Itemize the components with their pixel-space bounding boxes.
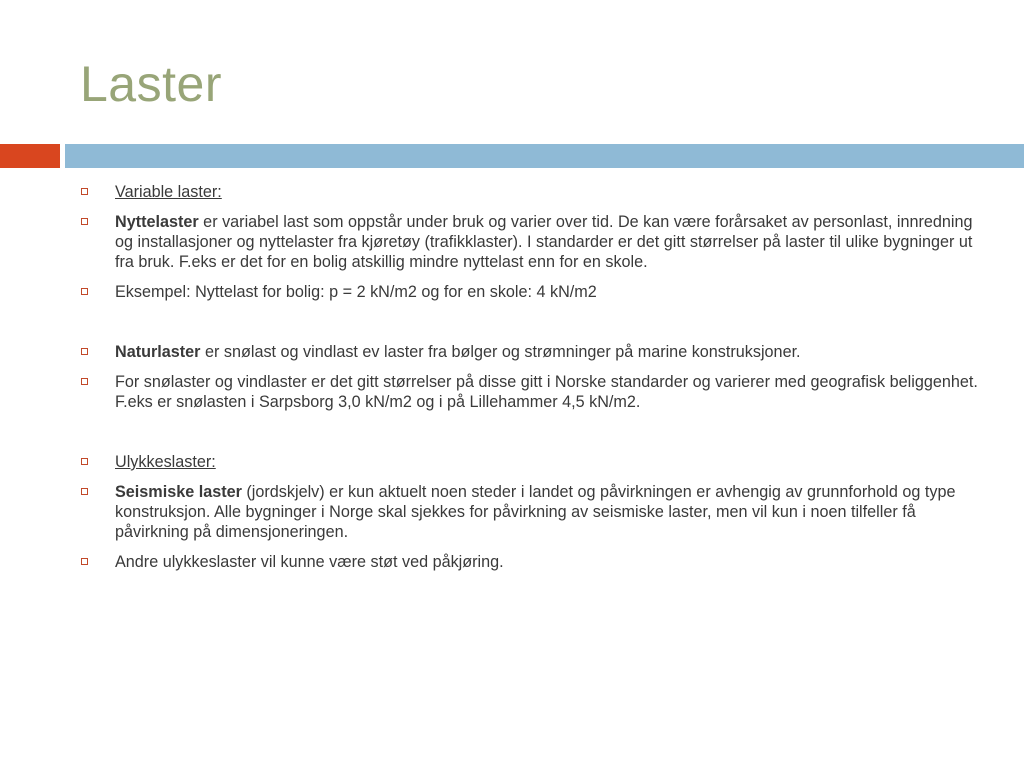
list-item	[80, 282, 980, 302]
square-bullet-icon	[81, 288, 88, 295]
bullet-text: Eksempel: Nyttelast for bolig: p = 2 kN/m2 og for en skole: 4 kN/m2	[115, 283, 597, 301]
bullet-text: Andre ulykkeslaster vil kunne være støt ved påkjøring.	[115, 553, 504, 571]
bullet-text: er variabel last som oppstår under bruk og varier over tid. De kan være forårsaket av personlast, innredning og installasjoner og nyttelaster fra kjøretøy (trafikklaster). I standarder er det gitt størrelser på laster til ulike bygninger ut fra bruk. F.eks er det for en bolig atskillig mindre nyttelast enn for en skole.	[115, 213, 973, 271]
title-band	[65, 144, 1024, 168]
list-item	[80, 482, 980, 542]
bullet-text: er snølast og vindlast ev laster fra bølger og strømninger på marine konstruksjoner.	[200, 343, 801, 361]
term-naturlaster: Naturlaster	[115, 343, 201, 361]
square-bullet-icon	[81, 378, 88, 385]
square-bullet-icon	[81, 188, 88, 195]
square-bullet-icon	[81, 558, 88, 565]
list-item	[80, 452, 980, 472]
list-item	[80, 342, 980, 362]
bullet-list	[80, 182, 980, 582]
square-bullet-icon	[81, 218, 88, 225]
slide-title: Laster	[80, 56, 222, 112]
term-nyttelaster: Nyttelaster	[115, 213, 199, 231]
list-item	[80, 212, 980, 272]
term-seismiske-laster: Seismiske laster	[115, 483, 242, 501]
section-heading-ulykke: Ulykkeslaster:	[115, 453, 216, 471]
square-bullet-icon	[81, 458, 88, 465]
bullet-text: (jordskjelv) er kun aktuelt noen steder i landet og påvirkningen er avhengig av grunnforhold og type konstruksjon. Alle bygninger i Norge skal sjekkes for påvirkning av seismiske laster, men vil kun i noen tilfeller få påvirkning på dimensjoneringen.	[115, 483, 956, 541]
accent-bar	[0, 144, 60, 168]
square-bullet-icon	[81, 348, 88, 355]
list-item	[80, 182, 980, 202]
bullet-text: For snølaster og vindlaster er det gitt størrelser på disse gitt i Norske standarder og varierer med geografisk beliggenhet. F.eks er snølasten i Sarpsborg 3,0 kN/m2 og i på Lillehammer 4,5 kN/m2.	[115, 373, 978, 411]
list-item	[80, 372, 980, 412]
list-item	[80, 552, 980, 572]
square-bullet-icon	[81, 488, 88, 495]
section-heading-variable: Variable laster:	[115, 183, 222, 201]
